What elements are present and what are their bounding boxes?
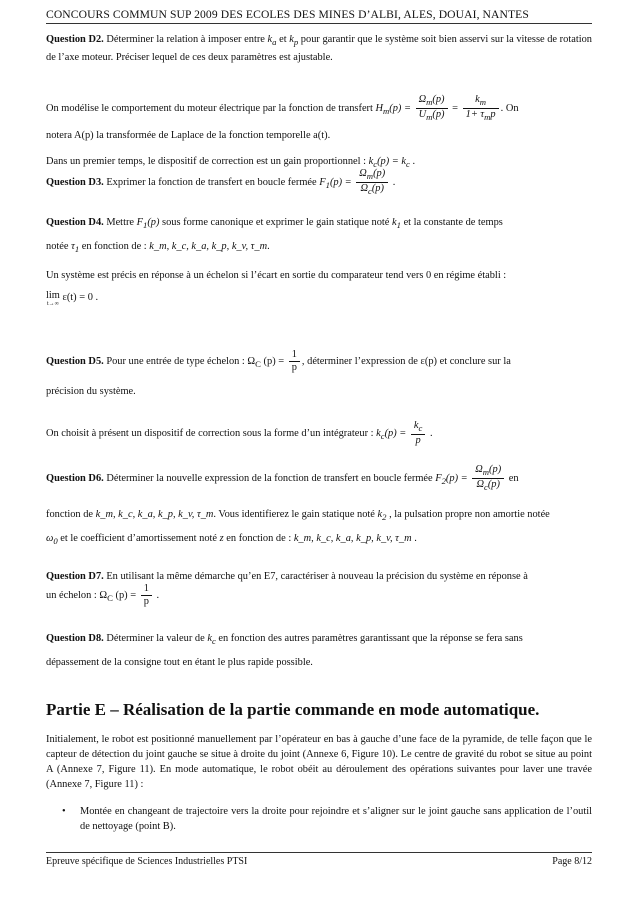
math-var: Ω — [359, 168, 367, 179]
math-sub: 1 — [396, 220, 401, 231]
math-sub: c — [483, 482, 488, 493]
text: . — [427, 428, 433, 439]
math-sub: m — [479, 97, 487, 108]
math-expr: (p) — [371, 183, 384, 195]
math-var: k — [368, 156, 374, 167]
math-expr: (p) = k — [377, 156, 407, 167]
math-sub: c — [211, 636, 216, 647]
text: . — [267, 241, 270, 253]
text: et — [276, 34, 290, 45]
math-expr: (p) = — [445, 472, 468, 484]
math-sub: m — [366, 171, 374, 182]
text: , déterminer l’expression de — [301, 356, 421, 367]
page-footer — [46, 852, 592, 867]
part-e-intro: Initialement, le robot est positionné manuellement par l’opérateur en bas à gauche d’une face de la pyramide, de telle façon que le capteur de détection du joint gauche se situe à droite du joint (Annexe 6, Figure 10). Le centre de gravité du robot se situe au point A (Annexe 7, Figure 11). En mode automatique, le robot obéit au déroulement des opérations suivantes pour laver une travée (Annexe 7, Figure 11) : — [46, 734, 592, 790]
parameter-list: k_m, k_c, k_a, k_p, k_v, τ_m — [149, 241, 268, 253]
math-var: k — [207, 633, 212, 644]
math-expr: lim — [46, 290, 60, 301]
math-var: F — [136, 217, 143, 228]
math-expr: (p) = — [389, 102, 412, 114]
text: fonction de — [46, 509, 96, 520]
text: et la constante de temps — [400, 217, 503, 228]
math-var: p — [490, 109, 496, 121]
question-d6-label: Question D6. — [46, 472, 104, 484]
text: précision du système. — [46, 386, 136, 398]
text: En utilisant la même démarche qu’en E7, caractériser à nouveau la précision du système en réponse à — [103, 571, 528, 582]
math-var: k — [413, 420, 419, 432]
question-d7-label: Question D7. — [46, 571, 104, 582]
fraction-omega-over-u — [416, 94, 448, 123]
math-var: k — [377, 509, 383, 520]
math-expr: p — [291, 362, 297, 374]
text: Déterminer la nouvelle expression de la fonction de transfert en boucle fermée — [103, 472, 436, 484]
text: en fonction de : — [79, 241, 150, 253]
integrator-correction — [46, 420, 592, 450]
text: Dans un premier temps, le dispositif de correction est un gain proportionnel : — [46, 156, 369, 167]
math-var: H — [375, 102, 384, 114]
math-sub: C — [107, 593, 113, 604]
text: en — [506, 472, 519, 484]
list-item — [46, 804, 592, 834]
precision-definition: Un système est précis en réponse à un échelon si l’écart en sortie du comparateur tend vers 0 en régime établi : — [46, 270, 507, 281]
math-var: τ — [71, 241, 75, 253]
question-d8-label: Question D8. — [46, 633, 104, 644]
text: On modélise le comportement du moteur électrique par la fonction de transfert — [46, 102, 376, 114]
question-d8 — [46, 628, 592, 674]
text: Pour une entrée de type échelon : — [103, 356, 248, 367]
page-number: Page 8/12 — [552, 856, 592, 867]
math-expr: (p) — [489, 464, 502, 475]
math-expr: 1+ τ — [465, 109, 485, 121]
math-var: k — [267, 34, 273, 45]
math-sub: a — [272, 37, 277, 48]
laplace-note: notera A(p) la transformée de Laplace de la fonction temporelle a(t). — [46, 130, 331, 141]
text: On choisit à présent un dispositif de correction sous la forme d’un intégrateur : — [46, 428, 377, 439]
math-var: Ω — [475, 464, 483, 475]
fraction-kc-over-p — [411, 420, 425, 447]
question-d5 — [46, 348, 592, 406]
math-sub: 0 — [53, 536, 58, 547]
text: Mettre — [103, 217, 137, 228]
math-sub: 2 — [382, 512, 387, 523]
question-d4 — [46, 212, 592, 260]
math-sub: m — [484, 112, 491, 123]
text: . Vous identifierez le gain statique noté — [213, 509, 378, 520]
math-expr: (p) — [432, 94, 445, 105]
text: pour garantir que le système soit bien asservi sur la vitesse de rotation de l’axe moteur. Préciser lequel de ces deux paramètres est ajustable. — [46, 34, 592, 64]
text: en fonction de : — [223, 533, 294, 545]
math-sub: t→∞ — [46, 301, 59, 307]
question-d2-label: Question D2. — [46, 34, 104, 45]
text: Déterminer la valeur de — [103, 633, 208, 644]
text: . On — [500, 102, 519, 114]
math-sub: m — [383, 106, 390, 117]
fraction-km-over-tau — [463, 94, 499, 123]
text: . — [390, 176, 396, 188]
text: . — [92, 292, 99, 303]
parameter-list: k_m, k_c, k_a, k_p, k_v, τ_m — [293, 533, 412, 545]
math-expr: 1 — [289, 349, 300, 362]
math-var: k — [376, 428, 381, 439]
math-sub: c — [418, 423, 423, 434]
math-sub: m — [426, 112, 433, 123]
math-var: U — [418, 109, 427, 121]
math-sub: C — [255, 359, 261, 370]
page-header: CONCOURS COMMUN SUP 2009 DES ECOLES DES MINES D’ALBI, ALES, DOUAI, NANTES — [46, 8, 592, 24]
fraction-omega-m-over-omega-c-2 — [472, 464, 504, 493]
math-var: p — [415, 435, 421, 447]
math-expr: p — [143, 596, 149, 608]
math-expr: (p) = — [260, 356, 285, 367]
question-d6-continued — [46, 504, 592, 552]
math-expr: (p) = — [329, 176, 352, 188]
bullet-icon: • — [62, 806, 66, 817]
math-sub: 1 — [74, 244, 80, 255]
math-sub: p — [293, 37, 299, 48]
section-title-part-e: Partie E – Réalisation de la partie commande en mode automatique. — [46, 700, 540, 719]
text: en fonction des autres paramètres garantissant que la réponse se fera sans — [215, 633, 523, 644]
math-sub: c — [380, 431, 385, 442]
text: notée — [46, 241, 72, 253]
text: sous forme canonique et exprimer le gain statique noté — [159, 217, 393, 228]
math-expr: (p) — [432, 109, 445, 121]
math-expr: 1 — [141, 583, 152, 596]
limit-operator — [46, 290, 60, 307]
list-item-text: Montée en changeant de trajectoire vers la droite pour rejoindre et s’aligner sur le joint gauche sans application de l’outil de nettoyage (point B). — [80, 806, 592, 832]
math-expr: (p) = — [112, 590, 137, 601]
parameter-list: k_m, k_c, k_a, k_p, k_v, τ_m — [95, 509, 214, 520]
math-sub: m — [426, 97, 433, 108]
math-sub: c — [406, 159, 410, 170]
question-d2 — [46, 32, 592, 65]
text: , la pulsation propre non amortie notée — [386, 509, 550, 520]
math-sub: 1 — [143, 220, 148, 231]
question-d5-label: Question D5. — [46, 356, 104, 367]
limit-expression — [46, 290, 592, 307]
math-expr: (p) — [373, 168, 386, 179]
math-sub: m — [482, 467, 490, 478]
math-var: ω — [46, 533, 54, 545]
math-sub: 2 — [441, 476, 446, 487]
question-d6 — [46, 464, 592, 495]
fraction-omega-m-over-omega-c — [356, 168, 388, 197]
math-expr: = — [452, 102, 459, 114]
math-var: F — [435, 472, 442, 484]
math-expr: (p) = — [384, 428, 407, 439]
operations-list — [46, 804, 592, 834]
question-d3 — [46, 168, 592, 199]
math-var: k — [392, 217, 397, 228]
math-sub: c — [373, 159, 378, 170]
text: Exprimer la fonction de transfert en boucle fermée — [103, 176, 320, 188]
math-var: Ω — [99, 590, 108, 601]
math-var: F — [319, 176, 326, 188]
math-var: Ω — [247, 356, 256, 367]
question-d4-label: Question D4. — [46, 217, 104, 228]
math-expr: ε(t) = 0 — [62, 292, 93, 303]
text: dépassement de la consigne tout en étant le plus rapide possible. — [46, 657, 313, 669]
math-expr: (p) — [487, 479, 500, 491]
math-sub: 1 — [325, 180, 330, 191]
model-paragraph — [46, 94, 592, 125]
fraction-one-over-p-2 — [141, 583, 152, 608]
math-expr: ε(p) — [420, 356, 437, 367]
question-d3-label: Question D3. — [46, 176, 104, 188]
text: . — [409, 156, 416, 167]
math-expr: (p) — [147, 217, 160, 228]
math-sub: c — [368, 186, 372, 197]
text: . — [411, 533, 417, 545]
text: et conclure sur la — [437, 356, 511, 367]
footer-exam-name: Epreuve spécifique de Sciences Industrielles PTSI — [46, 856, 248, 867]
fraction-one-over-p — [289, 349, 300, 374]
text: Déterminer la relation à imposer entre — [103, 34, 268, 45]
math-var: Ω — [418, 94, 427, 105]
math-var: Ω — [476, 479, 484, 491]
math-var: z — [219, 533, 224, 545]
text: un échelon : — [46, 590, 100, 601]
math-var: Ω — [360, 183, 368, 195]
question-d7-continued — [46, 582, 592, 612]
text: . — [153, 590, 160, 601]
math-var: k — [475, 94, 480, 105]
text: et le coefficient d’amortissement noté — [57, 533, 220, 545]
math-var: k — [289, 34, 294, 45]
